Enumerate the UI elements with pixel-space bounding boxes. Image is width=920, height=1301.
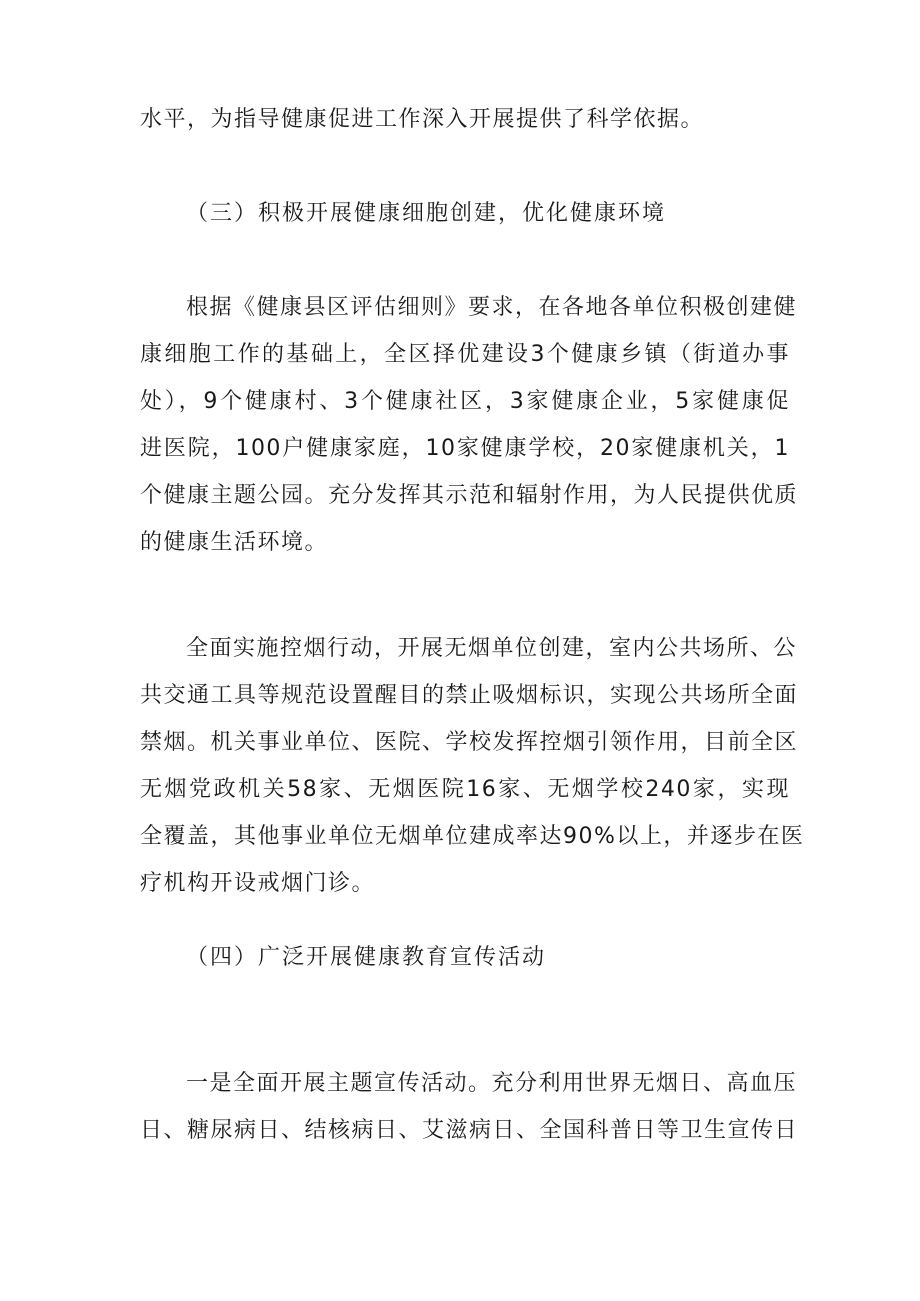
- section-heading-4: （四）广泛开展健康教育宣传活动: [186, 945, 547, 970]
- paragraph-tobacco-control: [140, 625, 805, 907]
- text-line: 无烟党政机关58家、无烟医院16家、无烟学校240家，实现: [140, 777, 790, 802]
- paragraph-continuation: [140, 96, 790, 143]
- paragraph-health-education: [140, 1060, 799, 1154]
- section-heading-3: （三）积极开展健康细胞创建，优化健康环境: [186, 201, 667, 226]
- text-line: 一是全面开展主题宣传活动。充分利用世界无烟日、高血压: [186, 1071, 798, 1096]
- paragraph-health-cells: [140, 284, 799, 566]
- text-line: 的健康生活环境。: [140, 530, 329, 555]
- text-line: 个健康主题公园。充分发挥其示范和辐射作用，为人民提供优质: [140, 483, 799, 508]
- text-line: 疗机构开设戒烟门诊。: [140, 871, 376, 896]
- text-line: 日、糖尿病日、结核病日、艾滋病日、全国科普日等卫生宣传日: [140, 1118, 799, 1143]
- text-line: 处），9个健康村、3个健康社区，3家健康企业，5家健康促: [140, 389, 790, 414]
- text-line: 康细胞工作的基础上，全区择优建设3个健康乡镇（街道办事: [140, 342, 790, 367]
- text-line: 根据《健康县区评估细则》要求，在各地各单位积极创建健: [186, 295, 798, 320]
- text-line: 共交通工具等规范设置醒目的禁止吸烟标识，实现公共场所全面: [140, 683, 799, 708]
- text-line: 全覆盖，其他事业单位无烟单位建成率达90%以上，并逐步在医: [140, 824, 805, 849]
- text-line: 进医院，100户健康家庭，10家健康学校，20家健康机关，1: [140, 436, 790, 461]
- text-line: 水平，为指导健康促进工作深入开展提供了科学依据。: [140, 107, 705, 132]
- text-line: 禁烟。机关事业单位、医院、学校发挥控烟引领作用，目前全区: [140, 730, 799, 755]
- text-line: 全面实施控烟行动，开展无烟单位创建，室内公共场所、公: [186, 636, 798, 661]
